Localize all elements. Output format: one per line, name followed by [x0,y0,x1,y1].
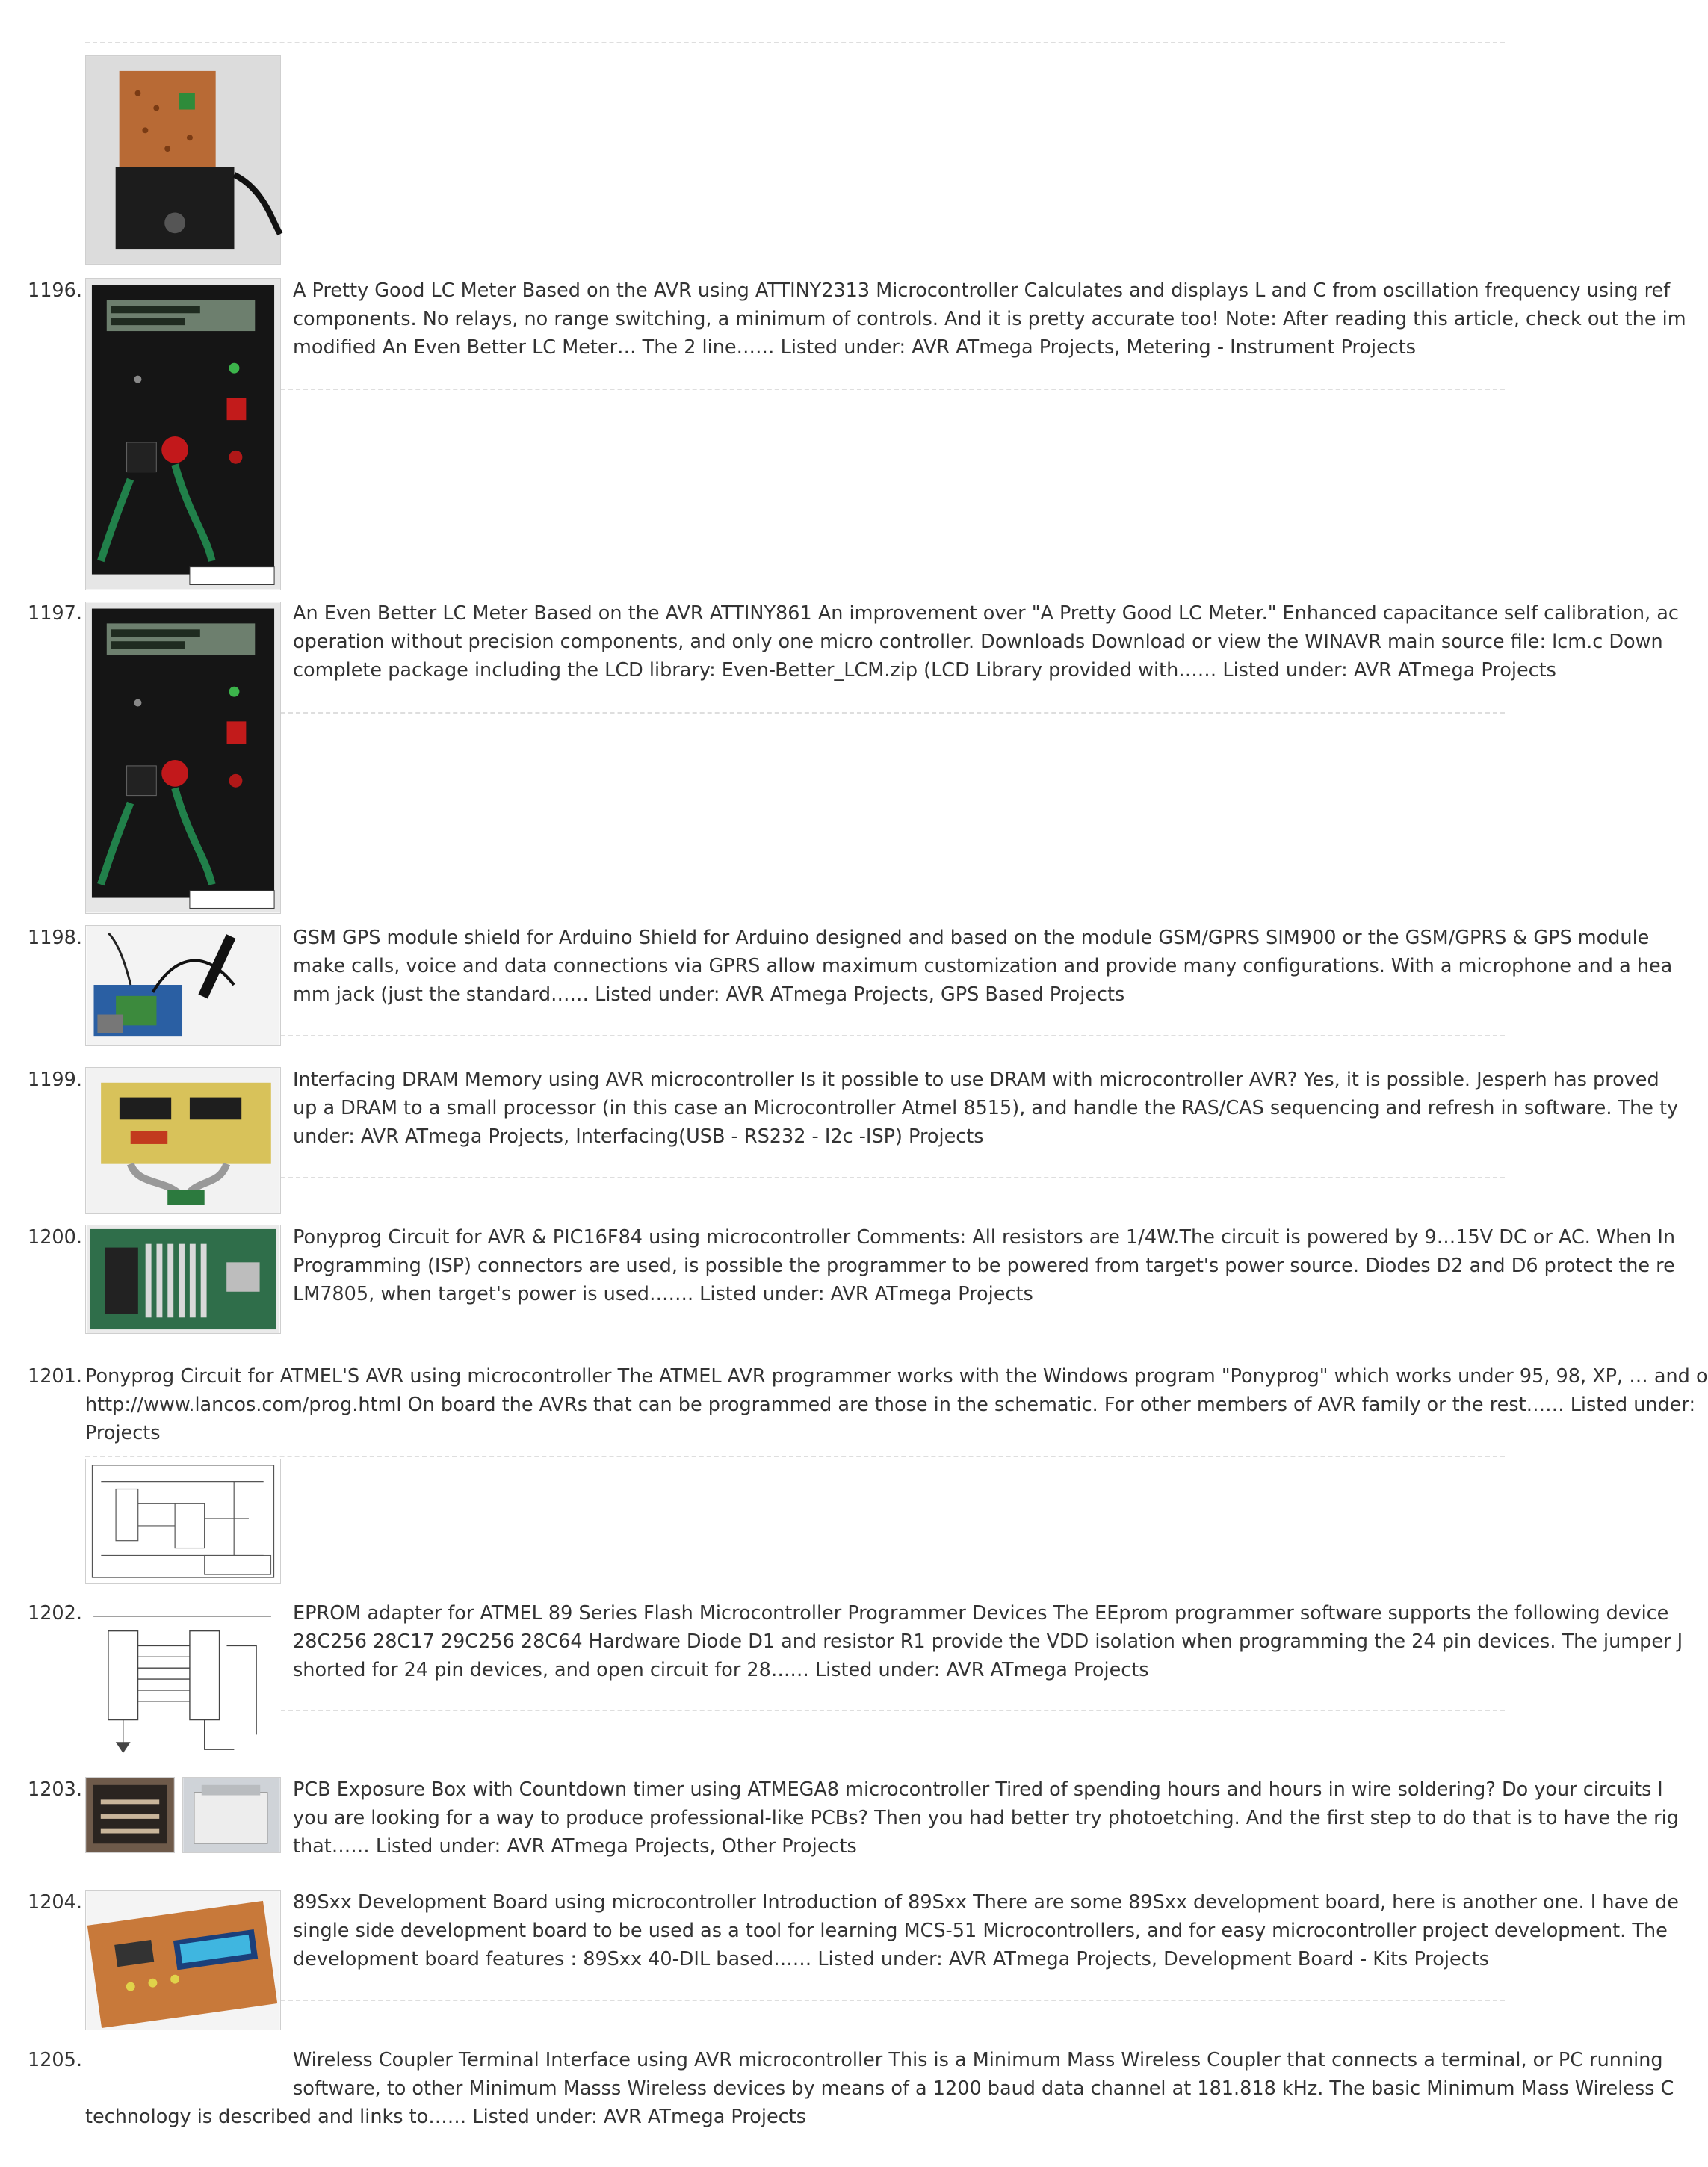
project-description [293,1775,1679,1861]
description-line: make calls, voice and data connections via GPRS allow maximum customization and provide many configurations. With a microphone and a hea [293,955,1673,977]
description-line[interactable]: A Pretty Good LC Meter Based on the AVR using ATTINY2313 Microcontroller Calculates and displays L and C from oscillation frequency using ref [293,279,1671,302]
description-line[interactable]: 89Sxx Development Board using microcontroller Introduction of 89Sxx There are some 89Sxx development board, here is another one. I have de [293,1891,1679,1914]
project-description [293,1066,1679,1151]
description-line: up a DRAM to a small processor (in this case an Microcontroller Atmel 8515), and handle the RAS/CAS sequencing and refresh in software. The ty [293,1097,1679,1119]
project-photo[interactable] [85,1777,175,1853]
entry-number: 1199. [27,1069,82,1091]
project-photo-image [86,1601,280,1766]
description-line: modified An Even Better LC Meter… The 2 line…… Listed under: AVR ATmega Projects, Metering - Instrument Projects [293,336,1417,359]
separator [281,2000,1505,2001]
project-description [293,276,1686,362]
entry-number: 1202. [27,1602,82,1625]
description-line: LM7805, when target's power is used……. Listed under: AVR ATmega Projects [293,1283,1033,1305]
description-line[interactable]: An Even Better LC Meter Based on the AVR ATTINY861 An improvement over "A Pretty Good LC Meter." Enhanced capacitance self calibration, ac [293,602,1679,625]
description-line: development board features : 89Sxx 40-DIL based…… Listed under: AVR ATmega Projects, Development Board - Kits Projects [293,1948,1489,1970]
description-line: shorted for 24 pin devices, and open circuit for 28…… Listed under: AVR ATmega Projects [293,1659,1149,1681]
project-description [293,1223,1675,1308]
separator [85,1456,1505,1457]
description-line: single side development board to be used as a tool for learning MCS-51 Microcontrollers, and for easy microcontroller project development. The [293,1920,1668,1942]
project-photo[interactable] [85,278,281,590]
description-line: 28C256 28C17 29C256 28C64 Hardware Diode D1 and resistor R1 provide the VDD isolation when programming the 24 pin devices. The jumper J [293,1630,1683,1653]
description-line: complete package including the LCD library: Even-Better_LCM.zip (LCD Library provided with…… Listed under: AVR ATmega Projects [293,659,1556,681]
separator [281,389,1505,390]
description-line[interactable]: GSM GPS module shield for Arduino Shield for Arduino designed and based on the module GSM/GPRS SIM900 or the GSM/GPRS & GPS module [293,927,1650,949]
project-photo-image [86,56,280,264]
project-photo[interactable] [85,1225,281,1334]
entry-number: 1201. [27,1365,82,1388]
description-line: operation without precision components, and only one micro controller. Downloads Download or view the WINAVR main source file: lcm.c Down [293,631,1663,653]
project-photo[interactable] [85,1890,281,2030]
project-photo[interactable] [182,1777,281,1853]
project-description [293,924,1673,1009]
description-line: Programming (ISP) connectors are used, is possible the programmer to be powered from target's power source. Diodes D2 and D6 protect the re [293,1255,1675,1277]
description-line[interactable]: EPROM adapter for ATMEL 89 Series Flash Microcontroller Programmer Devices The EEprom programmer software supports the following device [293,1602,1669,1625]
project-description [293,1599,1683,1684]
project-photo-image [86,602,280,913]
project-photo-image [183,1778,280,1852]
description-line: software, to other Minimum Masss Wireless devices by means of a 1200 baud data channel at 181.818 kHz. The basic Minimum Mass Wireless C [293,2077,1674,2100]
entry-number: 1205. [27,2049,82,2071]
entry-number: 1196. [27,279,82,302]
project-photo[interactable] [85,1067,281,1214]
entry-number: 1204. [27,1891,82,1914]
description-line: http://www.lancos.com/prog.html On board the AVRs that can be programmed are those in the schematic. For other members of AVR family or the rest…… Listed under: [85,1394,1696,1416]
separator [85,42,1505,43]
project-description-continued [85,2103,1505,2131]
project-description [293,2046,1674,2103]
description-line: that…… Listed under: AVR ATmega Projects, Other Projects [293,1835,857,1858]
description-line: Projects [85,1422,161,1444]
description-line[interactable]: Ponyprog Circuit for ATMEL'S AVR using microcontroller The ATMEL AVR programmer works with the Windows program "Ponyprog" which works under 95, 98, XP, … and o [85,1365,1708,1388]
entry-number: 1200. [27,1226,82,1249]
description-line[interactable]: Wireless Coupler Terminal Interface using AVR microcontroller This is a Minimum Mass Wireless Coupler that connects a terminal, or PC running [293,2049,1663,2071]
project-photo-image [86,1778,174,1852]
project-description [85,1362,1708,1447]
project-photo-image [86,1225,280,1333]
project-photo-image [86,1068,280,1213]
separator [281,1177,1505,1178]
project-photo-image [86,926,280,1045]
separator [281,1035,1505,1036]
project-description [293,1888,1679,1973]
project-photo[interactable] [85,55,281,265]
description-line: mm jack (just the standard…… Listed under: AVR ATmega Projects, GPS Based Projects [293,983,1125,1006]
entry-number: 1203. [27,1778,82,1801]
project-photo-image [86,1459,280,1583]
project-photo-image [86,1891,280,2030]
entry-number: 1198. [27,927,82,949]
description-line[interactable]: Ponyprog Circuit for AVR & PIC16F84 using microcontroller Comments: All resistors are 1/4W.The circuit is powered by 9…15V DC or AC. When In [293,1226,1675,1249]
project-photo-image [86,279,280,590]
description-line: technology is described and links to…… Listed under: AVR ATmega Projects [85,2106,806,2128]
project-photo[interactable] [85,925,281,1046]
separator [281,712,1505,714]
project-photo[interactable] [85,1459,281,1584]
separator [281,1710,1505,1711]
description-line[interactable]: Interfacing DRAM Memory using AVR microcontroller Is it possible to use DRAM with microcontroller AVR? Yes, it is possible. Jesperh has proved [293,1069,1659,1091]
project-photo[interactable] [85,1601,281,1766]
entry-number: 1197. [27,602,82,625]
description-line[interactable]: PCB Exposure Box with Countdown timer using ATMEGA8 microcontroller Tired of spending hours and hours in wire soldering? Do your circuits l [293,1778,1663,1801]
description-line: under: AVR ATmega Projects, Interfacing(USB - RS232 - I2c -ISP) Projects [293,1125,984,1148]
description-line: you are looking for a way to produce professional-like PCBs? Then you had better try photoetching. And the first step to do that is to have the rig [293,1807,1679,1829]
project-description [293,599,1679,684]
description-line: components. No relays, no range switching, a minimum of controls. And it is pretty accurate too! Note: After reading this article, check out the im [293,308,1686,330]
project-photo[interactable] [85,602,281,914]
